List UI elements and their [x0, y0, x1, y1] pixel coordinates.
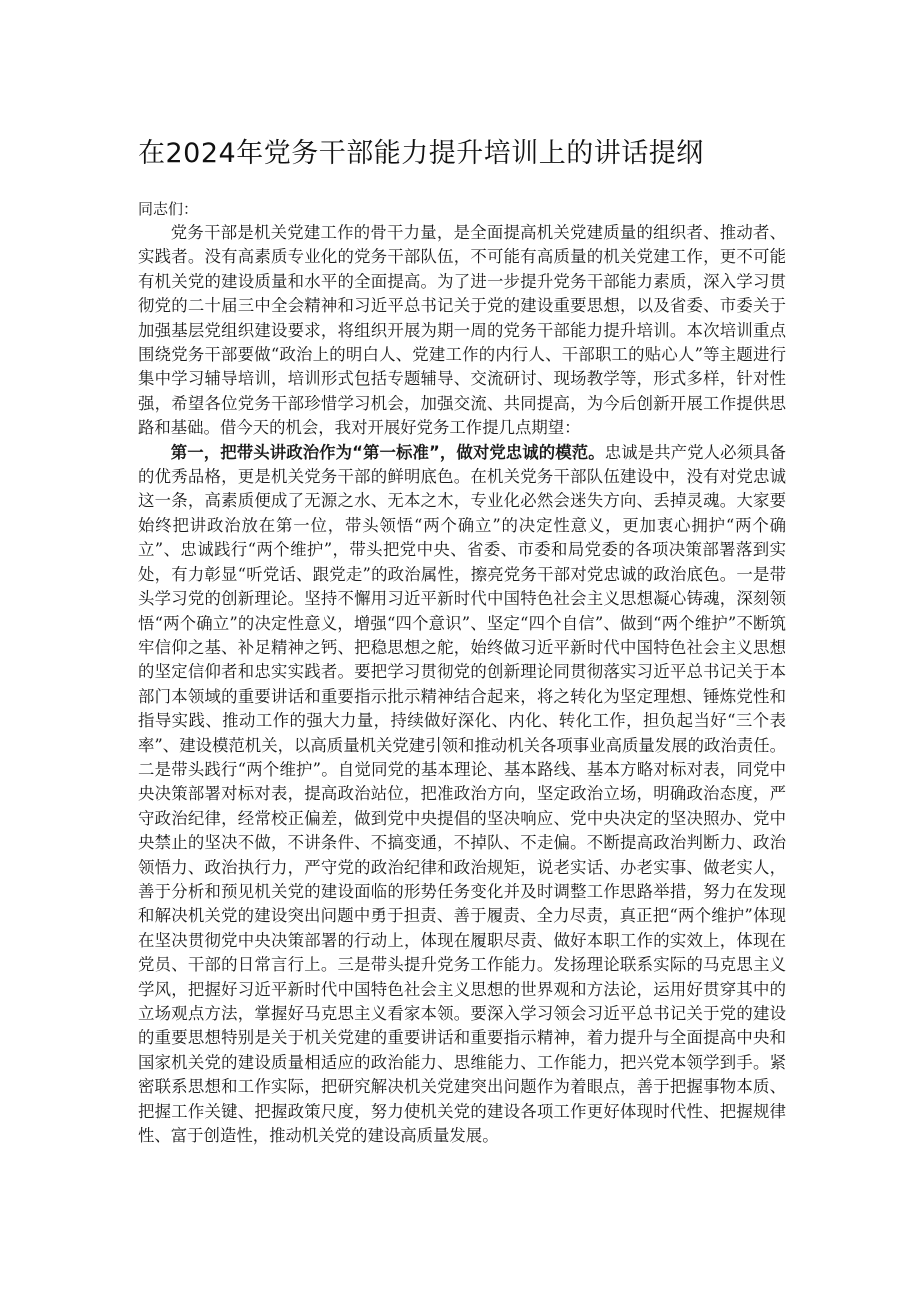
intro-paragraph: 党务干部是机关党建工作的骨干力量，是全面提高机关党建质量的组织者、推动者、实践者。没有高素质专业化的党务干部队伍，不可能有高质量的机关党建工作，更不可能有机关党的建设质量和水平的全面提高。为了进一步提升党务干部能力素质，深入学习贯彻党的二十届三中全会精神和习近平总书记关于党的建设重要思想，以及省委、市委关于加强基层党组织建设要求，将组织开展为期一周的党务干部能力提升培训。本次培训重点围绕党务干部要做“政治上的明白人、党建工作的内行人、干部职工的贴心人”等主题进行集中学习辅导培训，培训形式包括专题辅导、交流研讨、现场教学等，形式多样，针对性强，希望各位党务干部珍惜学习机会，加强交流、共同提高，为今后创新开展工作提供思路和基础。借今天的机会，我对开展好党务工作提几点期望：	[138, 223, 786, 438]
section-one-heading: 第一，把带头讲政治作为“第一标准”，做对党忠诚的模范。	[170, 442, 605, 462]
section-one-paragraph	[138, 441, 786, 1149]
document-page	[138, 134, 786, 1148]
section-one-body: 忠诚是共产党人必须具备的优秀品格，更是机关党务干部的鲜明底色。在机关党务干部队伍建设中，没有对党忠诚这一条，高素质便成了无源之水、无本之木，专业化必然会迷失方向、丢掉灵魂。大家要始终把讲政治放在第一位，带头领悟“两个确立”的决定性意义，更加衷心拥护“两个确立”、忠诚践行“两个维护”，带头把党中央、省委、市委和局党委的各项决策部署落到实处，有力彰显“听党话、跟党走”的政治属性，擦亮党务干部对党忠诚的政治底色。一是带头学习党的创新理论。坚持不懈用习近平新时代中国特色社会主义思想凝心铸魂，深刻领悟“两个确立”的决定性意义，增强“四个意识”、坚定“四个自信”、做到“两个维护”不断筑牢信仰之基、补足精神之钙、把稳思想之舵，始终做习近平新时代中国特色社会主义思想的坚定信仰者和忠实实践者。要把学习贯彻党的创新理论同贯彻落实习近平总书记关于本部门本领域的重要讲话和重要指示批示精神结合起来，将之转化为坚定理想、锤炼党性和指导实践、推动工作的强大力量，持续做好深化、内化、转化工作，担负起当好“三个表率”、建设模范机关，以高质量机关党建引领和推动机关各项事业高质量发展的政治责任。二是带头践行“两个维护”。自觉同党的基本理论、基本路线、基本方略对标对表，同党中央决策部署对标对表，提高政治站位，把准政治方向，坚定政治立场，明确政治态度，严守政治纪律，经常校正偏差，做到党中央提倡的坚决响应、党中央决定的坚决照办、党中央禁止的坚决不做，不讲条件、不搞变通，不掉队、不走偏。不断提高政治判断力、政治领悟力、政治执行力，严守党的政治纪律和政治规矩，说老实话、办老实事、做老实人，善于分析和预见机关党的建设面临的形势任务变化并及时调整工作思路举措，努力在发现和解决机关党的建设突出问题中勇于担责、善于履责、全力尽责，真正把“两个维护”体现在坚决贯彻党中央决策部署的行动上，体现在履职尽责、做好本职工作的实效上，体现在党员、干部的日常言行上。三是带头提升党务工作能力。发扬理论联系实际的马克思主义学风，把握好习近平新时代中国特色社会主义思想的世界观和方法论，运用好贯穿其中的立场观点方法，掌握好马克思主义看家本领。要深入学习领会习近平总书记关于党的建设的重要思想特别是关于机关党建的重要讲话和重要指示精神，着力提升与全面提高中央和国家机关党的建设质量相适应的政治能力、思维能力、工作能力，把兴党本领学到手。紧密联系思想和工作实际，把研究解决机关党建突出问题作为着眼点，善于把握事物本质、把握工作关键、把握政策尺度，努力使机关党的建设各项工作更好体现时代性、把握规律性、富于创造性，推动机关党的建设高质量发展。	[138, 442, 787, 1146]
salutation: 同志们：	[138, 200, 199, 218]
document-title: 在2024年党务干部能力提升培训上的讲话提纲	[138, 138, 704, 169]
